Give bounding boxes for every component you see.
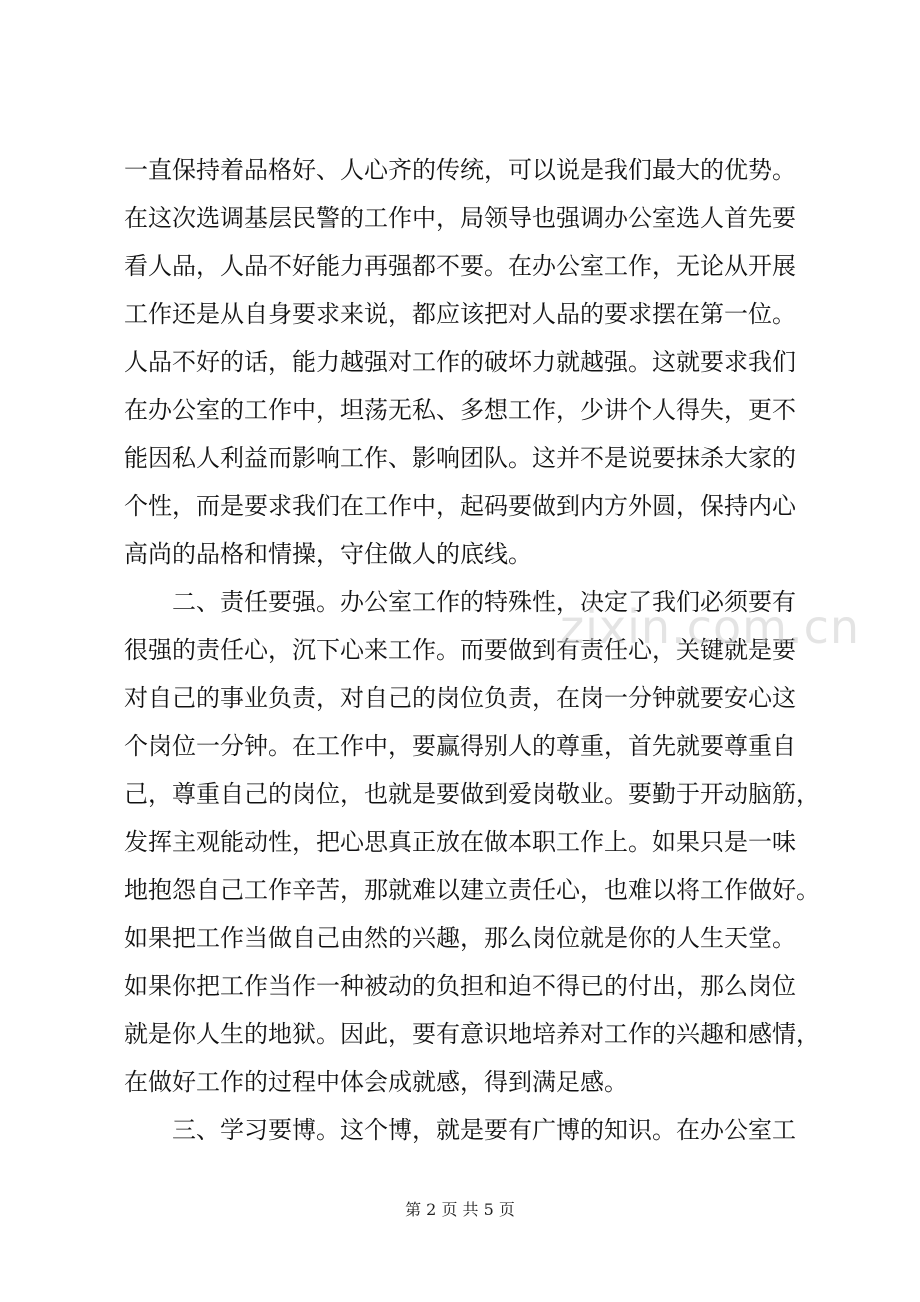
text-line: 如果你把工作当作一种被动的负担和迫不得已的付出，那么岗位 bbox=[124, 972, 796, 1000]
text-line: 工作还是从自身要求来说，都应该把对人品的要求摆在第一位。 bbox=[124, 300, 796, 328]
text-line: 在办公室的工作中，坦荡无私、多想工作，少讲个人得失，更不 bbox=[124, 396, 796, 424]
text-line: 对自己的事业负责，对自己的岗位负责，在岗一分钟就要安心这 bbox=[124, 684, 796, 712]
text-line: 能因私人利益而影响工作、影响团队。这并不是说要抹杀大家的 bbox=[124, 444, 796, 472]
text-line: 个性，而是要求我们在工作中，起码要做到内方外圆，保持内心 bbox=[124, 492, 796, 520]
text-line: 发挥主观能动性，把心思真正放在做本职工作上。如果只是一味 bbox=[124, 828, 796, 856]
text-line: 如果把工作当做自己由然的兴趣，那么岗位就是你的人生天堂。 bbox=[124, 924, 796, 952]
text-line: 在做好工作的过程中体会成就感，得到满足感。 bbox=[124, 1068, 628, 1096]
page-footer: 第 2 页 共 5 页 bbox=[405, 1200, 515, 1219]
document-body bbox=[124, 146, 824, 1154]
text-line: 人品不好的话，能力越强对工作的破坏力就越强。这就要求我们 bbox=[124, 348, 796, 376]
text-line: 在这次选调基层民警的工作中，局领导也强调办公室选人首先要 bbox=[124, 204, 796, 232]
text-line: 个岗位一分钟。在工作中，要赢得别人的尊重，首先就要尊重自 bbox=[124, 732, 796, 760]
text-line: 地抱怨自己工作辛苦，那就难以建立责任心，也难以将工作做好。 bbox=[124, 876, 820, 904]
text-line: 很强的责任心，沉下心来工作。而要做到有责任心，关键就是要 bbox=[124, 636, 796, 664]
text-line: 三、学习要博。这个博，就是要有广博的知识。在办公室工 bbox=[124, 1116, 796, 1144]
text-line: 看人品，人品不好能力再强都不要。在办公室工作，无论从开展 bbox=[124, 252, 796, 280]
text-line: 一直保持着品格好、人心齐的传统，可以说是我们最大的优势。 bbox=[124, 156, 796, 184]
text-line: 高尚的品格和情操，守住做人的底线。 bbox=[124, 540, 532, 568]
text-line: 己，尊重自己的岗位，也就是要做到爱岗敬业。要勤于开动脑筋， bbox=[124, 780, 820, 808]
watermark: zixin.com.cn bbox=[560, 600, 861, 654]
text-line: 就是你人生的地狱。因此，要有意识地培养对工作的兴趣和感情， bbox=[124, 1020, 820, 1048]
text-line: 二、责任要强。办公室工作的特殊性，决定了我们必须要有 bbox=[124, 588, 796, 616]
